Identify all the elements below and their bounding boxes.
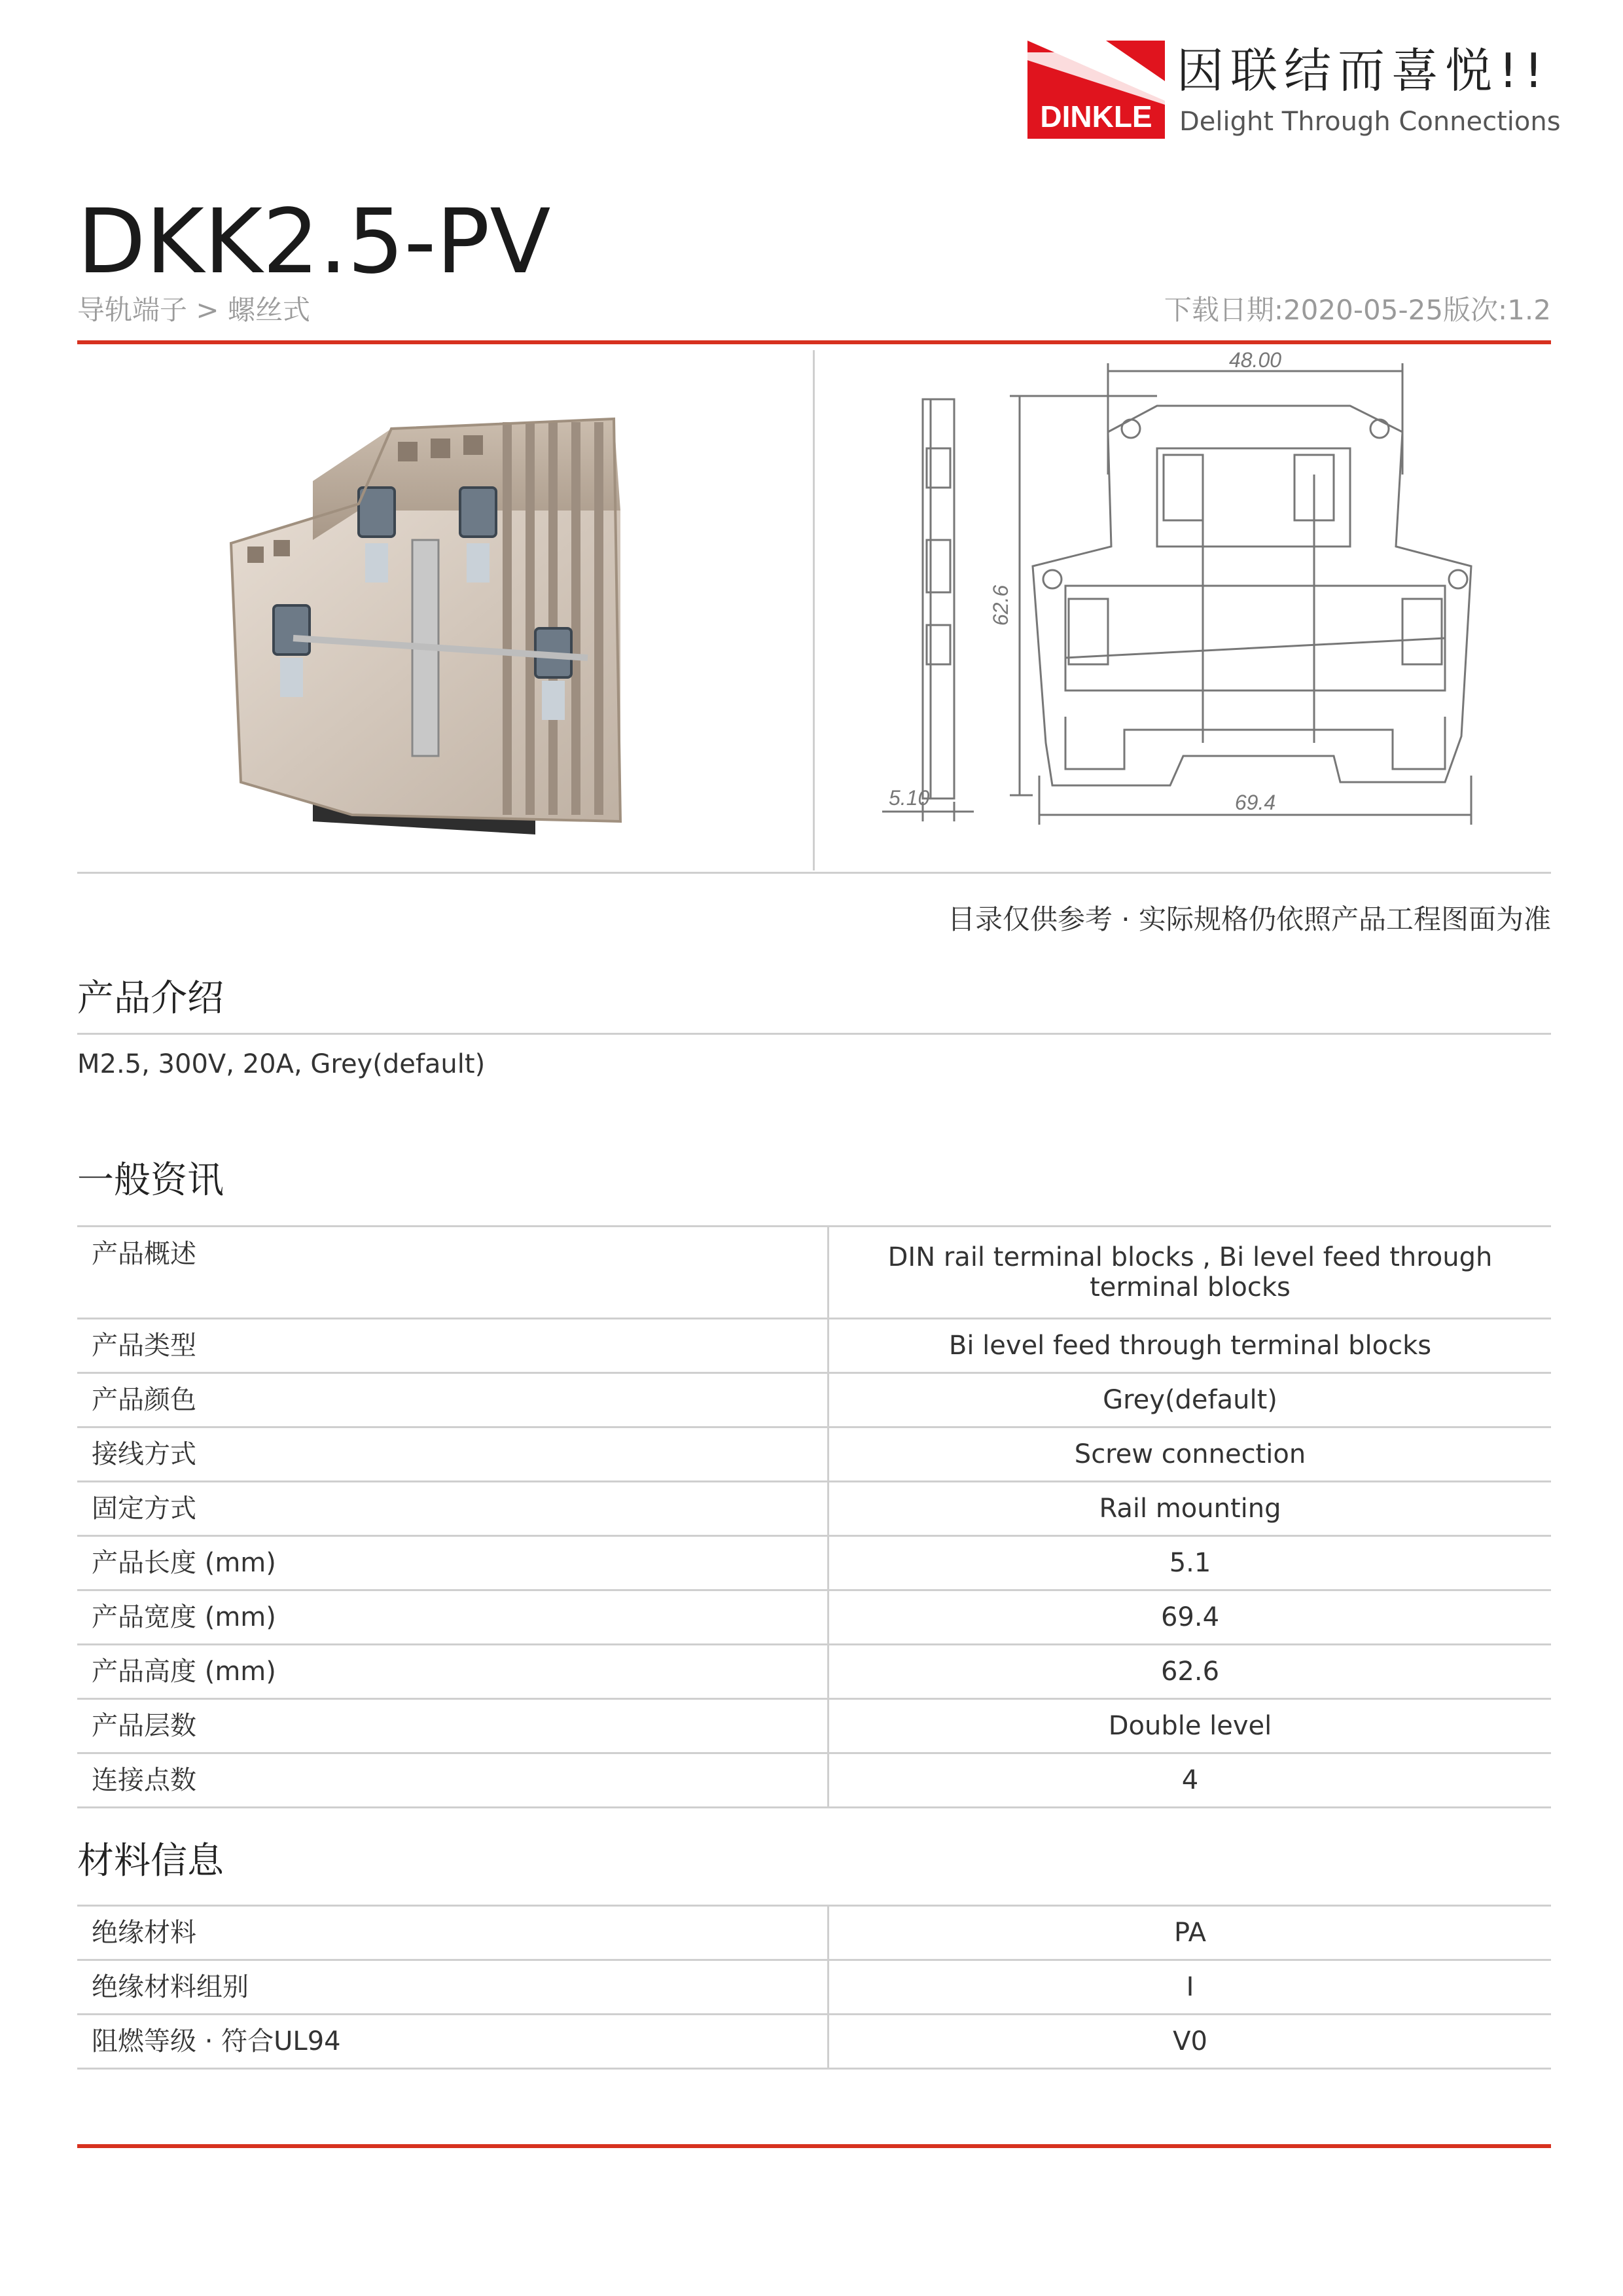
spec-value: Bi level feed through terminal blocks <box>829 1319 1552 1373</box>
disclaimer-text: 目录仅供参考 · 实际规格仍依照产品工程图面为准 <box>947 903 1551 935</box>
spec-key: 产品层数 <box>77 1699 829 1753</box>
slogan-en: Delight Through Connections <box>1179 107 1561 137</box>
spec-value: V0 <box>829 2015 1552 2069</box>
spec-value: Screw connection <box>829 1427 1552 1482</box>
breadcrumb-separator: > <box>196 294 219 326</box>
terminal-block-photo-icon <box>77 350 813 870</box>
intro-divider <box>77 1033 1551 1035</box>
spec-value: Grey(default) <box>829 1373 1552 1427</box>
breadcrumb-category[interactable]: 导轨端子 <box>77 294 188 326</box>
table-row <box>77 1699 1551 1753</box>
dim-width-bottom: 69.4 <box>1234 791 1276 814</box>
brand-logo <box>1027 41 1561 145</box>
spec-value: I <box>829 1960 1552 2015</box>
material-info-table <box>77 1905 1551 2070</box>
table-row <box>77 1960 1551 2015</box>
table-row <box>77 1227 1551 1319</box>
dim-width-top: 48.00 <box>1228 350 1282 372</box>
spec-value: Double level <box>829 1699 1552 1753</box>
spec-key: 产品类型 <box>77 1319 829 1373</box>
intro-text: M2.5, 300V, 20A, Grey(default) <box>77 1049 486 1079</box>
spec-value: 5.1 <box>829 1536 1552 1590</box>
product-photo <box>77 350 813 870</box>
spec-key: 阻燃等级 · 符合UL94 <box>77 2015 829 2069</box>
spec-key: 连接点数 <box>77 1753 829 1808</box>
dimension-drawing-icon <box>817 350 1551 870</box>
spec-value: Rail mounting <box>829 1482 1552 1536</box>
spec-key: 产品概述 <box>77 1227 829 1319</box>
footer-divider <box>77 2144 1551 2148</box>
slogan-cn: 因联结而喜悦!! <box>1177 43 1550 98</box>
spec-key: 绝缘材料 <box>77 1906 829 1960</box>
header-divider <box>77 340 1551 344</box>
general-info-table <box>77 1225 1551 1808</box>
table-row <box>77 1645 1551 1699</box>
logo-text: DINKLE <box>1040 99 1152 134</box>
table-row <box>77 1373 1551 1427</box>
table-row <box>77 1753 1551 1808</box>
spec-key: 接线方式 <box>77 1427 829 1482</box>
technical-drawing <box>817 350 1551 870</box>
dinkle-logo-icon <box>1027 41 1165 139</box>
page-title: DKK2.5-PV <box>77 190 551 294</box>
spec-key: 固定方式 <box>77 1482 829 1536</box>
spec-value: 69.4 <box>829 1590 1552 1645</box>
table-row <box>77 1536 1551 1590</box>
image-bottom-divider <box>77 872 1551 874</box>
section-title-material: 材料信息 <box>77 1840 224 1882</box>
table-row <box>77 2015 1551 2069</box>
section-title-intro: 产品介绍 <box>77 977 224 1020</box>
table-row <box>77 1590 1551 1645</box>
image-divider <box>813 350 815 870</box>
table-row <box>77 1906 1551 1960</box>
spec-value: DIN rail terminal blocks , Bi level feed through terminal blocks <box>829 1227 1552 1319</box>
spec-key: 产品高度 (mm) <box>77 1645 829 1699</box>
section-title-general: 一般资讯 <box>77 1159 224 1202</box>
table-row <box>77 1427 1551 1482</box>
spec-key: 绝缘材料组别 <box>77 1960 829 2015</box>
spec-value: 4 <box>829 1753 1552 1808</box>
download-info: 下载日期:2020-05-25版次:1.2 <box>1164 294 1551 326</box>
breadcrumb <box>77 292 310 329</box>
table-row <box>77 1319 1551 1373</box>
dim-height: 62.6 <box>989 584 1012 626</box>
spec-value: 62.6 <box>829 1645 1552 1699</box>
spec-key: 产品颜色 <box>77 1373 829 1427</box>
table-row <box>77 1482 1551 1536</box>
spec-value: PA <box>829 1906 1552 1960</box>
dim-thickness: 5.10 <box>889 786 930 810</box>
spec-key: 产品宽度 (mm) <box>77 1590 829 1645</box>
spec-key: 产品长度 (mm) <box>77 1536 829 1590</box>
breadcrumb-subcategory[interactable]: 螺丝式 <box>227 294 310 326</box>
